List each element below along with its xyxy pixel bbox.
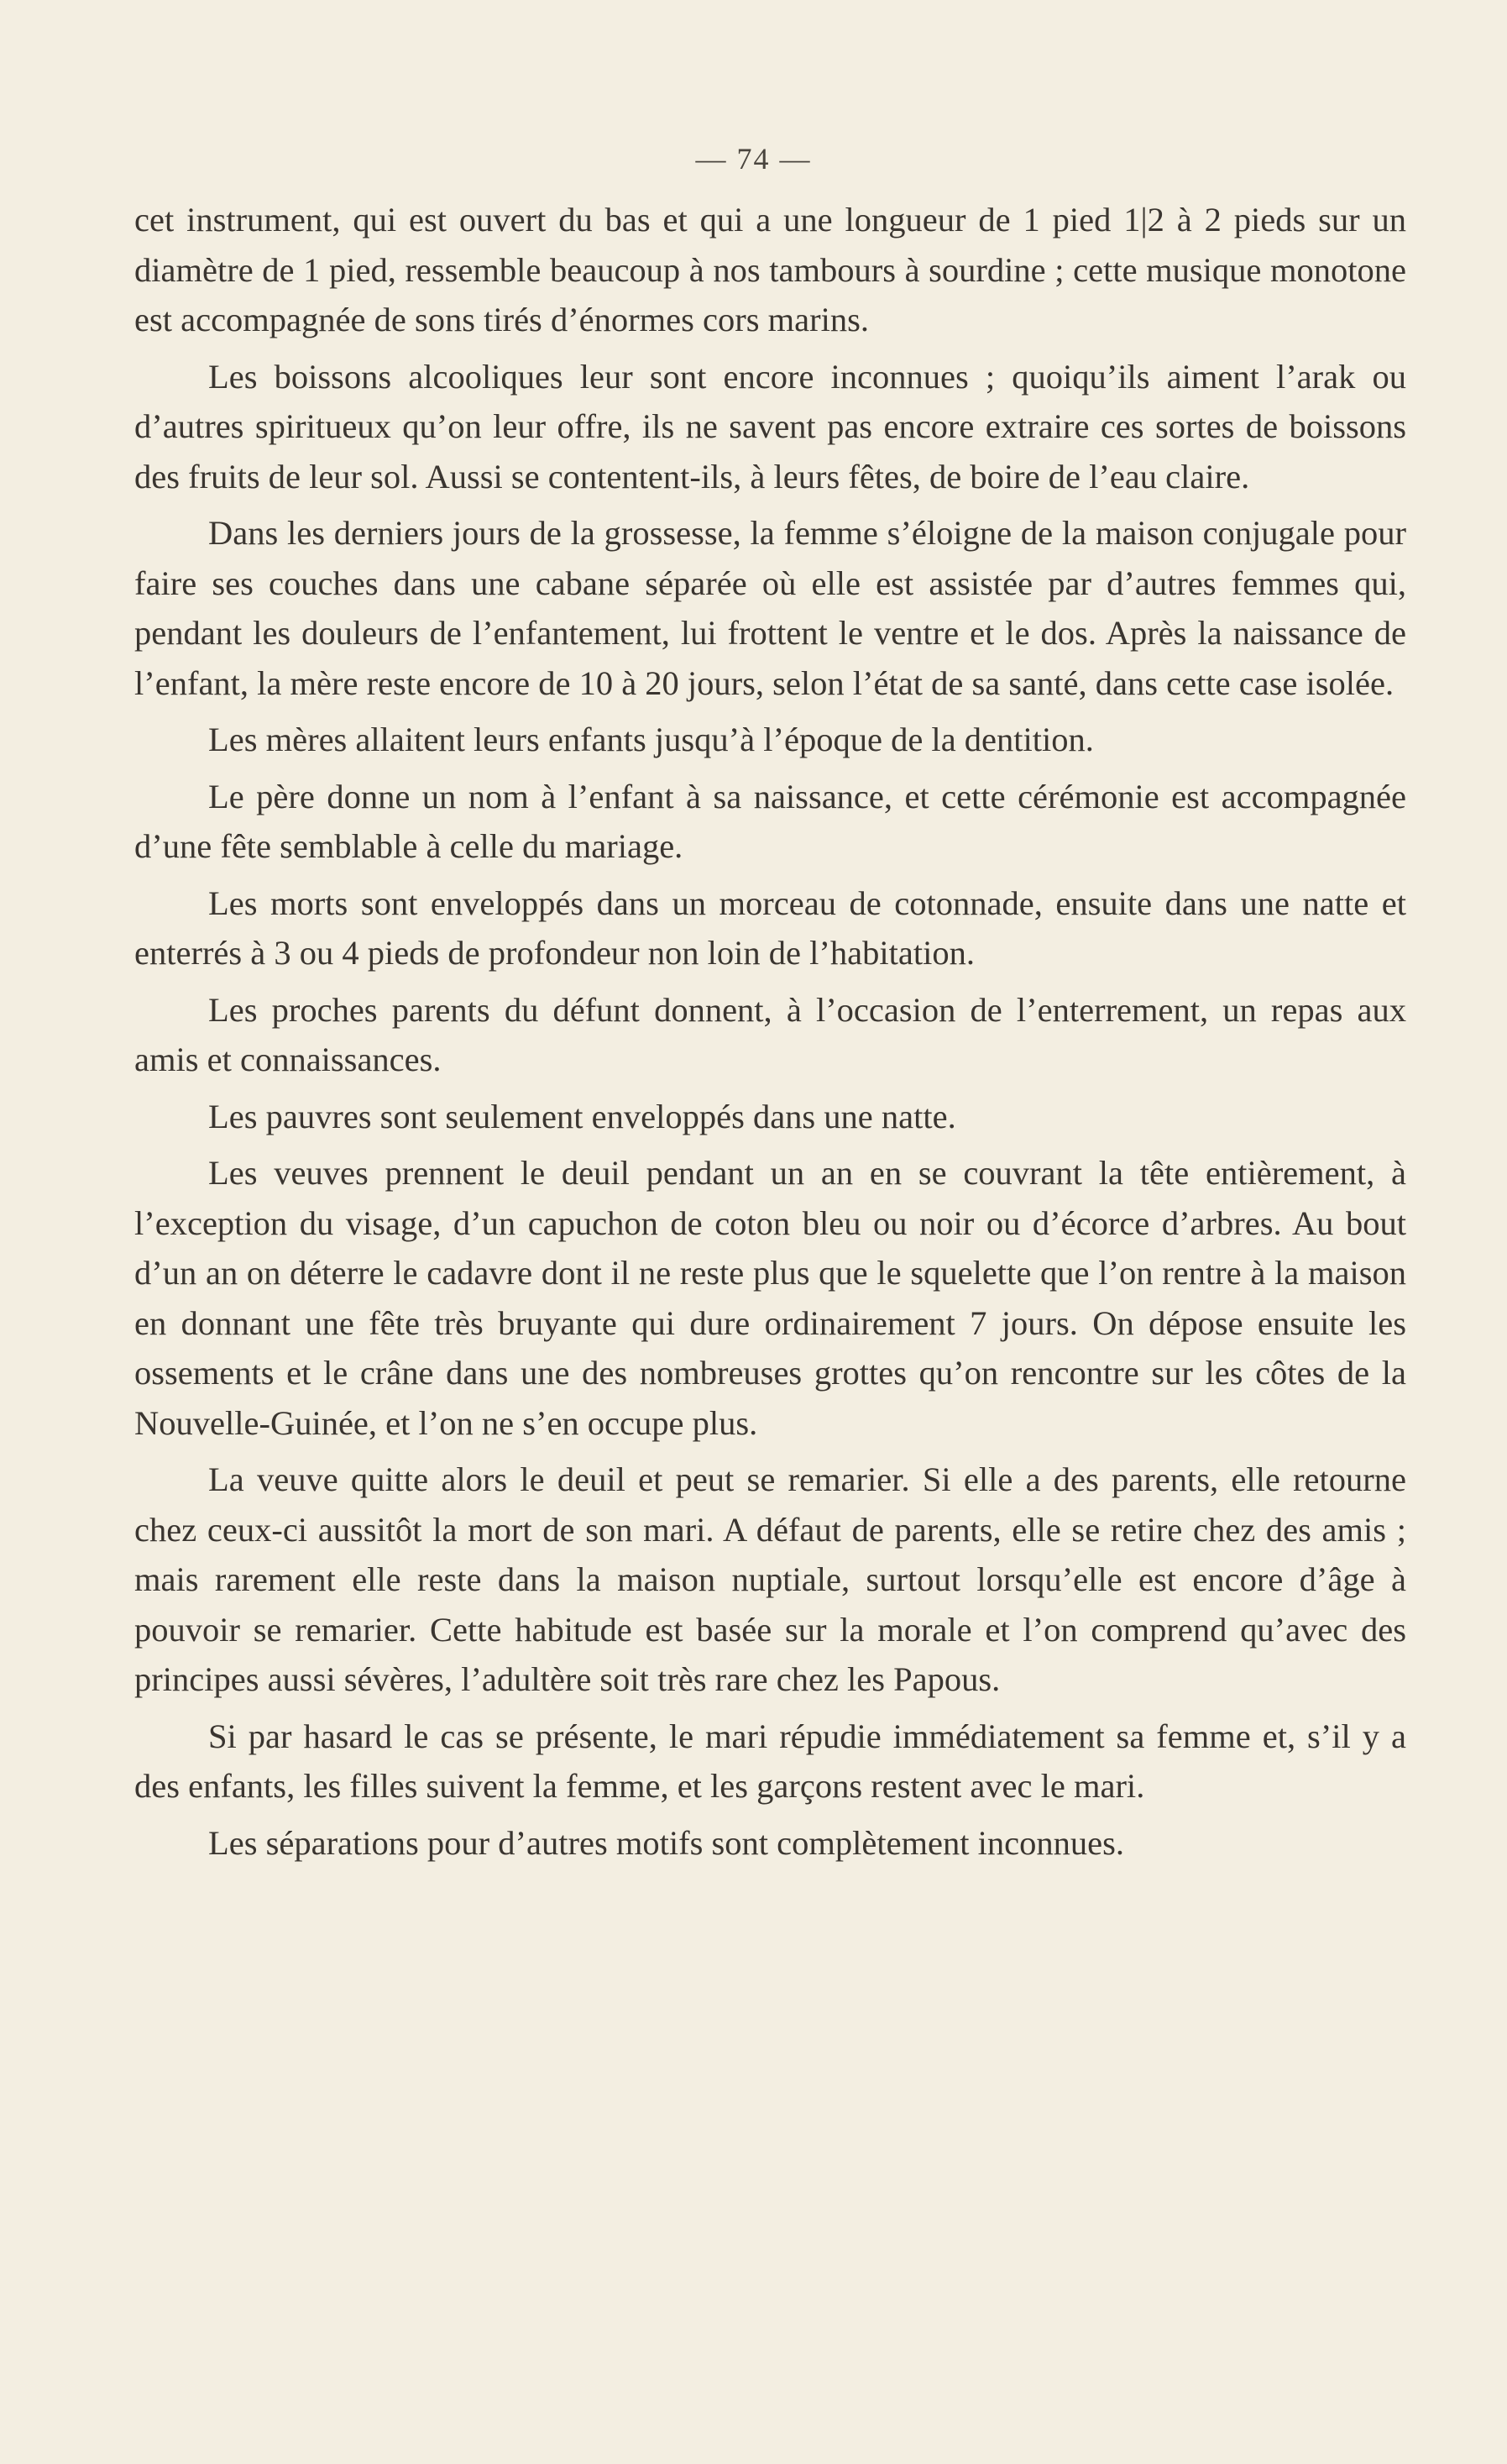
paragraph: La veuve quitte alors le deuil et peut se remarier. Si elle a des parents, elle retourne chez ceux-ci aussitôt la mort de son mari. A défaut de parents, elle se retire chez des amis ; mais rarement elle reste dans la maison nuptiale, surtout lorsqu’elle est encore d’âge à pouvoir se remarier. Cette habitude est basée sur la morale et l’on comprend qu’avec des principes aussi sévères, l’adultère soit très rare chez les Papous. [134, 1460, 1406, 1698]
paragraph: Dans les derniers jours de la grossesse, la femme s’éloigne de la maison conjugale pour faire ses couches dans une cabane séparée où elle est assistée par d’autres femmes qui, pendant les douleurs de l’enfantement, lui frottent le ventre et le dos. Après la naissance de l’enfant, la mère reste encore de 10 à 20 jours, selon l’état de sa santé, dans cette case isolée. [134, 514, 1406, 702]
paragraph: Les séparations pour d’autres motifs sont complètement inconnues. [208, 1823, 1124, 1862]
paragraph: Les mères allaitent leurs enfants jusqu’à l’époque de la dentition. [208, 721, 1094, 758]
paragraph: Les morts sont enveloppés dans un morceau de cotonnade, ensuite dans une natte et enterrés à 3 ou 4 pieds de profondeur non loin de l’habitation. [134, 883, 1406, 972]
paragraph: Si par hasard le cas se présente, le mari répudie immédiatement sa femme et, s’il y a des enfants, les filles suivent la femme, et les garçons restent avec le mari. [134, 1717, 1406, 1805]
paragraph: Les pauvres sont seulement enveloppés dans une natte. [208, 1097, 956, 1135]
paragraph: Les boissons alcooliques leur sont encore inconnues ; quoiqu’ils aiment l’arak ou d’autres spiritueux qu’on leur offre, ils ne savent pas encore extraire ces sortes de boissons des fruits de leur sol. Aussi se contentent-ils, à leurs fêtes, de boire de l’eau claire. [134, 357, 1406, 495]
page-number: — 74 — [695, 142, 812, 176]
body-text [134, 195, 1406, 1868]
paragraph: Les veuves prennent le deuil pendant un an en se couvrant la tête entièrement, à l’exception du visage, d’un capuchon de coton bleu ou noir ou d’écorce d’arbres. Au bout d’un an on déterre le cadavre dont il ne reste plus que le squelette que l’on rentre à la maison en donnant une fête très bruyante qui dure ordinairement 7 jours. On dépose ensuite les ossements et le crâne dans une des nombreuses grottes qu’on rencontre sur les côtes de la Nouvelle-Guinée, et l’on ne s’en occupe plus. [134, 1154, 1406, 1442]
paragraph: Les proches parents du défunt donnent, à l’occasion de l’enterrement, un repas aux amis et connaissances. [134, 990, 1406, 1078]
paragraph: cet instrument, qui est ouvert du bas et qui a une longueur de 1 pied 1|2 à 2 pieds sur un diamètre de 1 pied, ressemble beaucoup à nos tambours à sourdine ; cette musique monotone est accompagnée de sons tirés d’énormes cors marins. [134, 201, 1406, 338]
paragraph: Le père donne un nom à l’enfant à sa naissance, et cette cérémonie est accompagnée d’une fête semblable à celle du mariage. [134, 777, 1406, 865]
